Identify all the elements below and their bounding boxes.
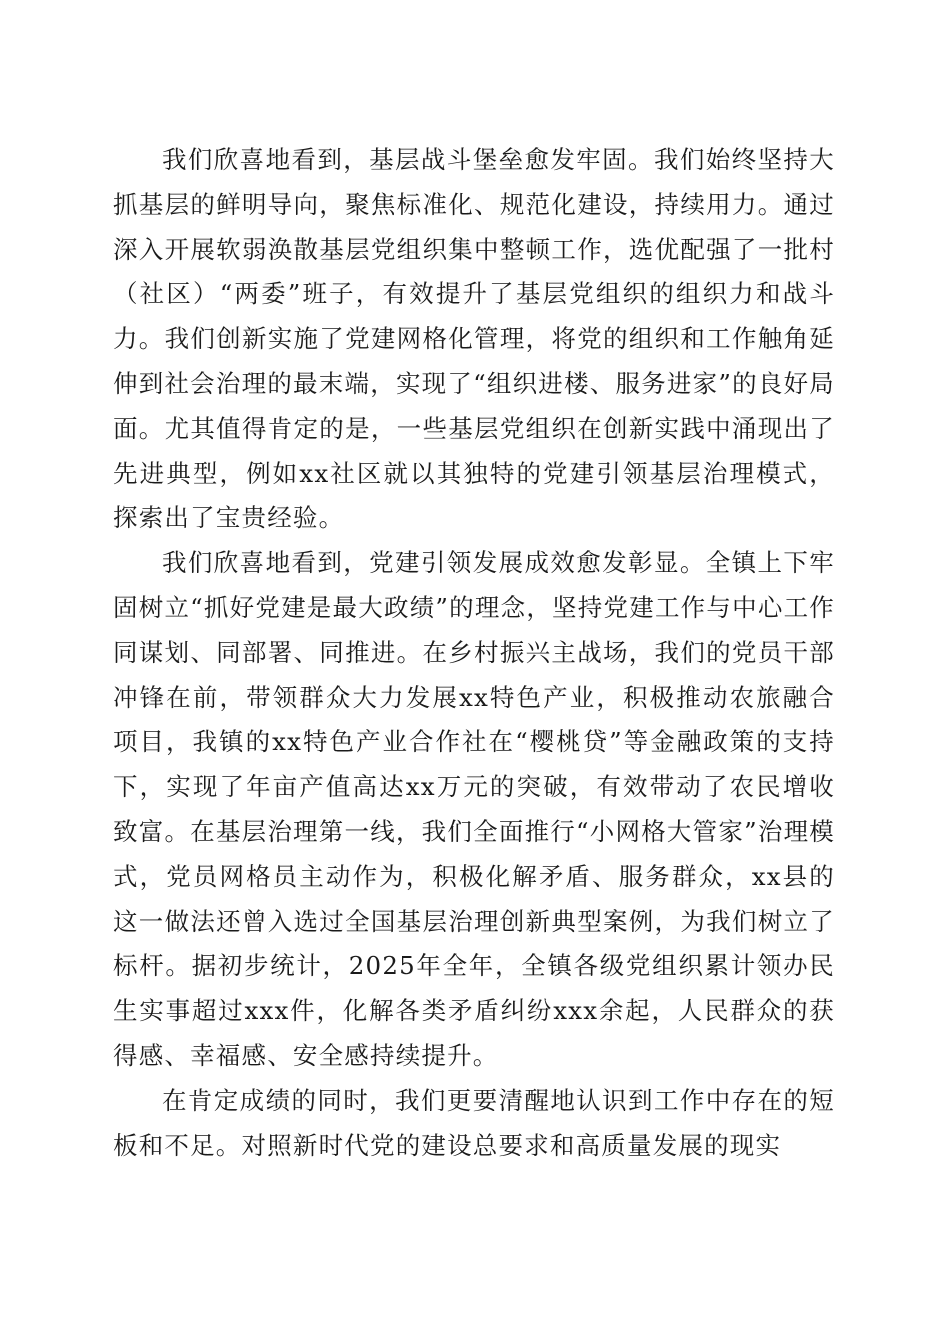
paragraph-1: 我们欣喜地看到，基层战斗堡垒愈发牢固。我们始终坚持大抓基层的鲜明导向，聚焦标准化、规范化建设，持续用力。通过深入开展软弱涣散基层党组织集中整顿工作，选优配强了一批村（社区）“两委”班子，有效提升了基层党组织的组织力和战斗力。我们创新实施了党建网格化管理，将党的组织和工作触角延伸到社会治理的最末端，实现了“组织进楼、服务进家”的良好局面。尤其值得肯定的是，一些基层党组织在创新实践中涌现出了先进典型，例如xx社区就以其独特的党建引领基层治理模式，探索出了宝贵经验。 xyxy=(113,145,835,533)
paragraph-2: 我们欣喜地看到，党建引领发展成效愈发彰显。全镇上下牢固树立“抓好党建是最大政绩”的理念，坚持党建工作与中心工作同谋划、同部署、同推进。在乡村振兴主战场，我们的党员干部冲锋在前，带领群众大力发展xx特色产业，积极推动农旅融合项目，我镇的xx特色产业合作社在“樱桃贷”等金融政策的支持下，实现了年亩产值高达xx万元的突破，有效带动了农民增收致富。在基层治理第一线，我们全面推行“小网格大管家”治理模式，党员网格员主动作为，积极化解矛盾、服务群众，xx县的这一做法还曾入选过全国基层治理创新典型案例，为我们树立了标杆。据初步统计，2025年全年，全镇各级党组织累计领办民生实事超过xxx件，化解各类矛盾纠纷xxx余起，人民群众的获得感、幸福感、安全感持续提升。 xyxy=(113,548,835,1070)
paragraph-3: 在肯定成绩的同时，我们更要清醒地认识到工作中存在的短板和不足。对照新时代党的建设总要求和高质量发展的现实 xyxy=(113,1085,835,1160)
document-body xyxy=(113,138,835,1168)
